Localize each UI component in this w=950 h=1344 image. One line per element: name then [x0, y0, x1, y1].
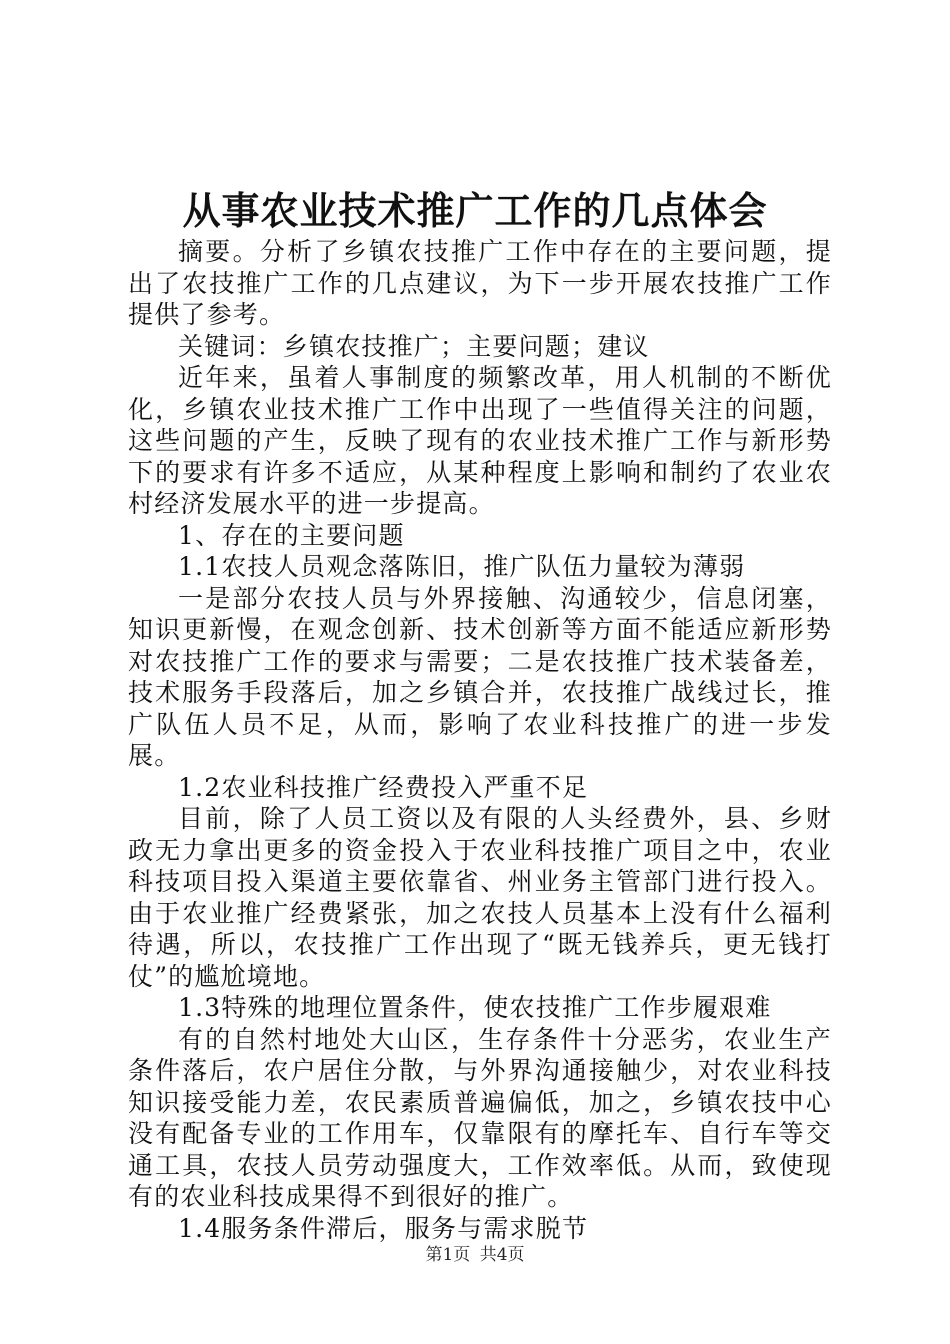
- keywords-paragraph: 关键词：乡镇农技推广；主要问题；建议: [178, 331, 650, 361]
- intro-paragraph: 近年来，虽着人事制度的频繁改革，用人机制的不断优化，乡镇农业技术推广工作中出现了一些值得关注的问题，这些问题的产生，反映了现有的农业技术推广工作与新形势下的要求有许多不适应，从某种程度上影响和制约了农业农村经济发展水平的进一步提高。: [128, 363, 832, 518]
- subsection-paragraph-1-3: 有的自然村地处大山区，生存条件十分恶劣，农业生产条件落后，农户居住分散，与外界沟通接触少，对农业科技知识接受能力差，农民素质普遍偏低，加之，乡镇农技中心没有配备专业的工作用车，仅靠限有的摩托车、自行车等交通工具，农技人员劳动强度大，工作效率低。从而，致使现有的农业科技成果得不到很好的推广。: [128, 1024, 832, 1211]
- page-footer: [0, 1243, 950, 1267]
- section-heading-1: 1、存在的主要问题: [178, 520, 405, 550]
- document-title: 从事农业技术推广工作的几点体会: [182, 188, 768, 233]
- abstract-paragraph: 摘要。分析了乡镇农技推广工作中存在的主要问题，提出了农技推广工作的几点建议，为下一步开展农技推广工作提供了参考。: [128, 237, 832, 329]
- page-number: 第1页: [425, 1245, 471, 1265]
- subsection-heading-1-1: 1.1农技人员观念落陈旧，推广队伍力量较为薄弱: [178, 552, 746, 581]
- document-body: [128, 236, 832, 1244]
- page-total: 共4页: [479, 1245, 525, 1265]
- subsection-heading-1-4: 1.4服务条件滞后，服务与需求脱节: [178, 1213, 589, 1243]
- subsection-heading-1-2: 1.2农业科技推广经费投入严重不足: [178, 772, 589, 802]
- subsection-paragraph-1-1: 一是部分农技人员与外界接触、沟通较少，信息闭塞，知识更新慢，在观念创新、技术创新等方面不能适应新形势对农技推广工作的要求与需要；二是农技推广技术装备差，技术服务手段落后，加之乡镇合并，农技推广战线过长，推广队伍人员不足，从而，影响了农业科技推广的进一步发展。: [128, 583, 832, 770]
- subsection-paragraph-1-2: 目前，除了人员工资以及有限的人头经费外，县、乡财政无力拿出更多的资金投入于农业科技推广项目之中，农业科技项目投入渠道主要依靠省、州业务主管部门进行投入。由于农业推广经费紧张，加之农技人员基本上没有什么福利待遇，所以，农技推广工作出现了“既无钱养兵，更无钱打仗”的尴尬境地。: [128, 804, 832, 991]
- subsection-heading-1-3: 1.3特殊的地理位置条件，使农技推广工作步履艰难: [178, 993, 772, 1022]
